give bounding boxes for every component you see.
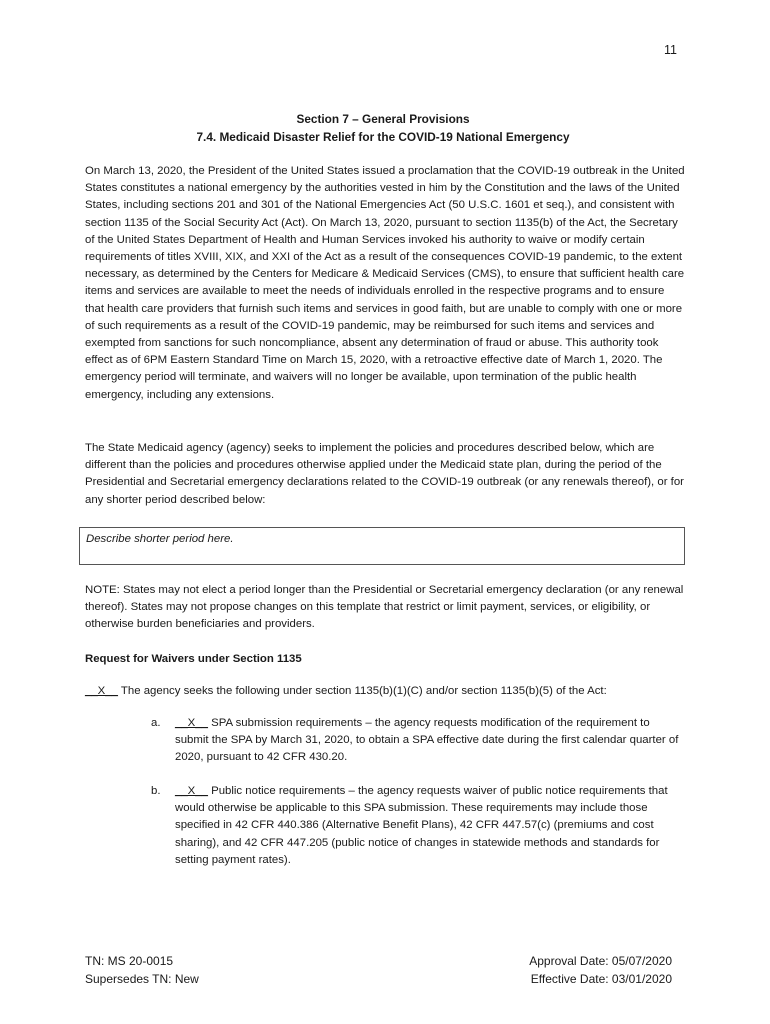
shorter-period-placeholder: Describe shorter period here. — [86, 533, 234, 545]
waiver-request-text: The agency seeks the following under section 1135(b)(1)(C) and/or section 1135(b)(5) of the Act: — [117, 685, 607, 697]
transmittal-number: TN: MS 20-0015 — [85, 954, 174, 968]
proclamation-paragraph: On March 13, 2020, the President of the United States issued a proclamation that the COVID-19 outbreak in the United States constitutes a national emergency by the authorities vested in him by the Constitution and the laws of the United States, including sections 201 and 301 of the National Emergencies Act (50 U.S.C. 1601 et seq.), and consistent with section 1135 of the Social Security Act (Act). On March 13, 2020, pursuant to section 1135(b) of the Act, the Secretary of the United States Department of Health and Human Services invoked his authority to waive or modify certain requirements of titles XVIII, XIX, and XXI of the Act as a result of the consequences COVID-19 pandemic, to the extent necessary, as determined by the Centers for Medicare & Medicaid Services (CMS), to ensure that sufficient health care items and services are available to meet the needs of individuals enrolled in the respective programs and to ensure that health care providers that furnish such items and services in good faith, but are unable to comply with one or more of such requirements as a result of the COVID-19 pandemic, may be reimbursed for such items and services and exempted from sanctions for such noncompliance, absent any determination of fraud or abuse. This authority took effect as of 6PM Eastern Standard Time on March 15, 2020, with a retroactive effective date of March 1, 2020. The emergency period will terminate, and waivers will no longer be available, upon termination of the public health emergency, including any extensions. — [85, 165, 685, 401]
waivers-heading: Request for Waivers under Section 1135 — [85, 653, 302, 665]
section-heading — [85, 110, 681, 146]
footer-right — [529, 952, 672, 988]
subsection-title: 7.4. Medicaid Disaster Relief for the COVID-19 National Emergency — [196, 130, 570, 144]
waiver-item-text: SPA submission requirements – the agency requests modification of the requirement to submit the SPA by March 31, 2020, to obtain a SPA effective date during the first calendar quarter of 2020, pursuant to 42 CFR 430.20. — [175, 717, 679, 764]
waiver-item-letter: b. — [151, 785, 161, 797]
waiver-request-checkmark[interactable]: __X__ — [85, 685, 118, 697]
waiver-item-text: Public notice requirements – the agency requests waiver of public notice requirements that would otherwise be applicable to this SPA submission. These requirements may include those specified in 42 CFR 440.386 (Alternative Benefit Plans), 42 CFR 447.57(c) (premiums and cost sharing), and 42 CFR 447.205 (public notice of changes in statewide methods and standards for setting payment rates). — [175, 785, 668, 866]
waiver-item-checkmark[interactable]: __X__ — [175, 785, 208, 797]
waiver-item-letter: a. — [151, 717, 161, 729]
approval-date: Approval Date: 05/07/2020 — [529, 954, 672, 968]
note-paragraph: NOTE: States may not elect a period longer than the Presidential or Secretarial emergency declaration (or any renewal thereof). States may not propose changes on this template that restrict or limit payment, services, or eligibility, or otherwise burden beneficiaries and providers. — [85, 584, 684, 631]
supersedes-transmittal: Supersedes TN: New — [85, 972, 199, 986]
page-number: 11 — [664, 43, 677, 57]
effective-date: Effective Date: 03/01/2020 — [530, 972, 672, 986]
waiver-item-checkmark[interactable]: __X__ — [175, 717, 208, 729]
waiver-request-line — [85, 683, 685, 700]
footer-left — [85, 952, 199, 988]
agency-paragraph: The State Medicaid agency (agency) seeks to implement the policies and procedures described below, which are different than the policies and procedures otherwise applied under the Medicaid state plan, during the period of the Presidential and Secretarial emergency declarations related to the COVID-19 outbreak (or any renewals thereof), or for any shorter period described below: — [85, 442, 684, 506]
section-title: Section 7 – General Provisions — [296, 112, 470, 126]
shorter-period-field[interactable] — [79, 527, 685, 565]
